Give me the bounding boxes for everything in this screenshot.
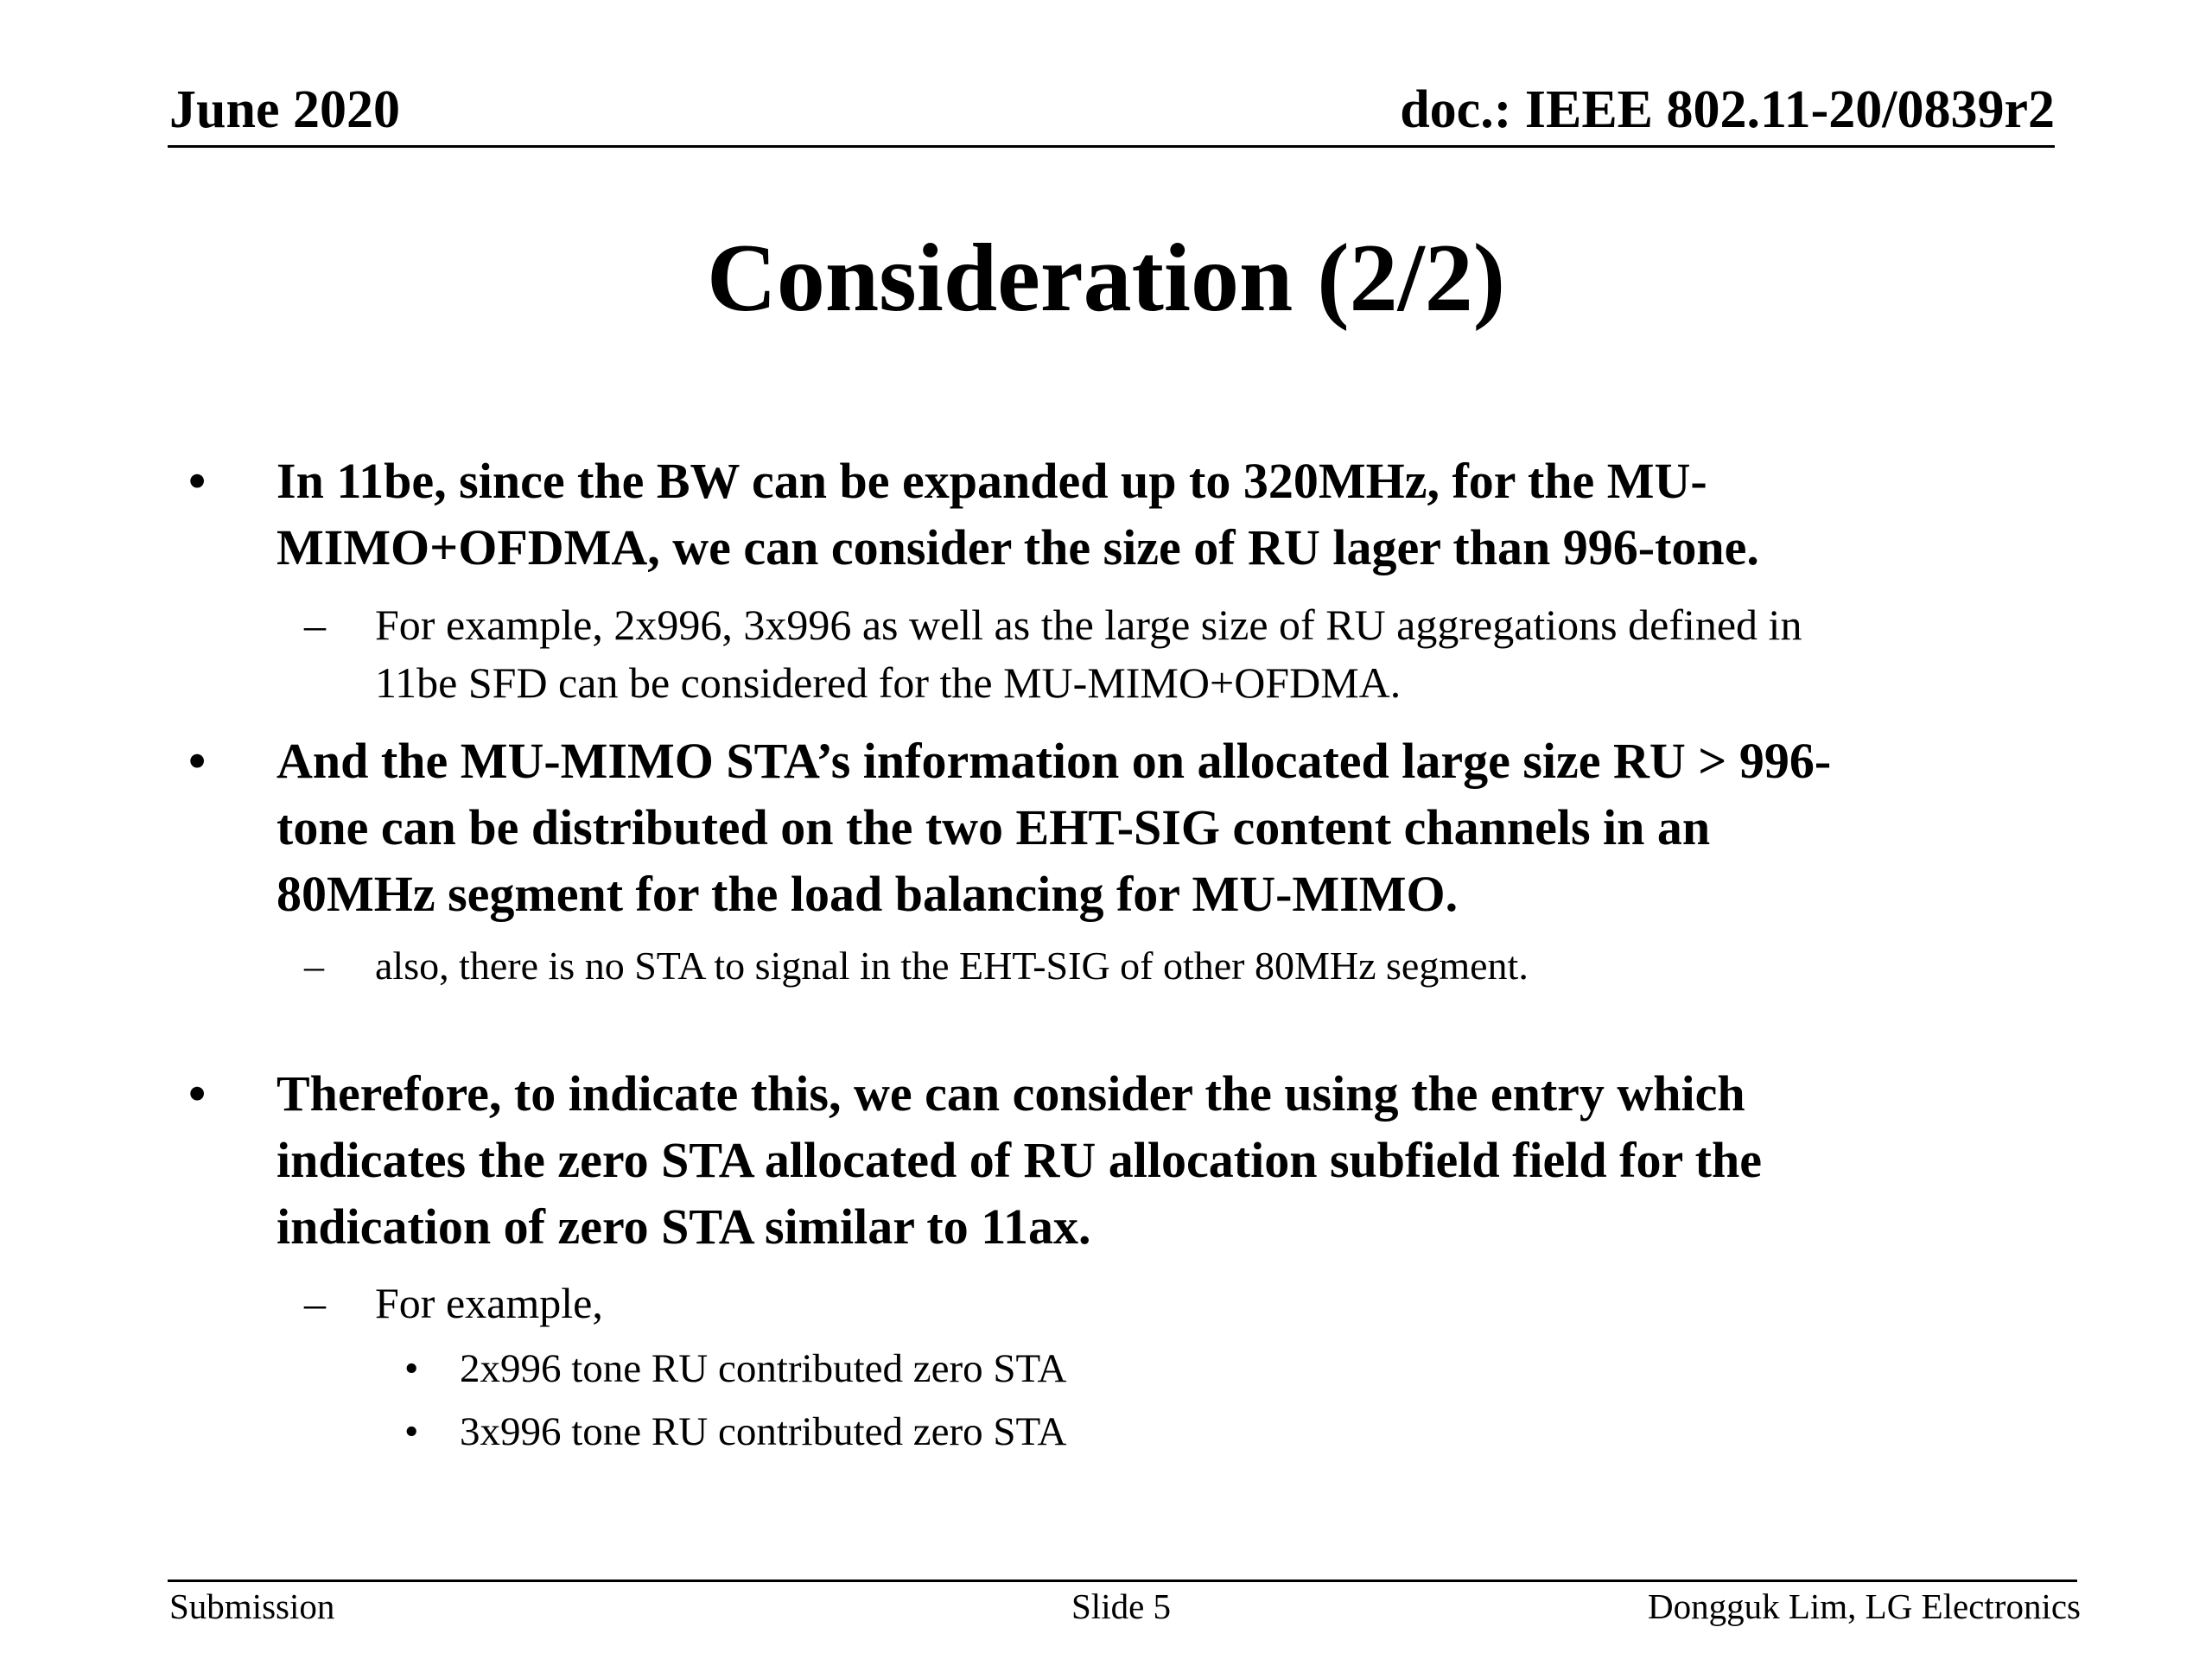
bullet-line: tone can be distributed on the two EHT-SIG content channels in an <box>276 799 1711 855</box>
footer-slide-number: Slide 5 <box>1071 1586 1172 1626</box>
sub-line: 11be SFD can be considered for the MU-MIMO+OFDMA. <box>375 658 1402 707</box>
bullet-marker: • <box>188 1065 207 1122</box>
sub-sub-item: 3x996 tone RU contributed zero STA <box>460 1409 1067 1454</box>
bullet-line: indicates the zero STA allocated of RU allocation subfield field for the <box>276 1132 1762 1188</box>
dash-marker: – <box>304 601 326 649</box>
slide-title: Consideration (2/2) <box>707 225 1505 332</box>
dash-marker: – <box>304 1279 326 1327</box>
sub-sub-item: 2x996 tone RU contributed zero STA <box>460 1346 1067 1391</box>
sub-item <box>375 940 1529 992</box>
sub-line: For example, 2x996, 3x996 as well as the large size of RU aggregations defined in <box>375 601 1802 649</box>
bullet-line: In 11be, since the BW can be expanded up to 320MHz, for the MU- <box>276 453 1707 509</box>
header-date: June 2020 <box>169 80 400 139</box>
bullet-item <box>276 728 1831 927</box>
bullet-item <box>276 448 1759 581</box>
bullet-marker: • <box>188 733 207 789</box>
bullet-marker: • <box>188 453 207 509</box>
bullet-line: MIMO+OFDMA, we can consider the size of RU lager than 996-tone. <box>276 519 1759 575</box>
footer-submission: Submission <box>169 1586 335 1626</box>
bullet-item <box>276 1060 1762 1260</box>
bullet-line: indication of zero STA similar to 11ax. <box>276 1198 1091 1255</box>
bullet-line: Therefore, to indicate this, we can consider the using the entry which <box>276 1065 1745 1122</box>
sub-item <box>375 1274 603 1332</box>
sub-line: also, there is no STA to signal in the EHT-SIG of other 80MHz segment. <box>375 944 1529 988</box>
sub-line: For example, <box>375 1279 603 1327</box>
bullet-line: 80MHz segment for the load balancing for MU-MIMO. <box>276 866 1459 922</box>
sub-bullet-marker: • <box>404 1346 419 1391</box>
footer-divider <box>168 1580 2077 1582</box>
dash-marker: – <box>304 944 324 988</box>
sub-bullet-marker: • <box>404 1409 419 1454</box>
bullet-line: And the MU-MIMO STA’s information on allocated large size RU > 996- <box>276 733 1832 789</box>
header-doc-id: doc.: IEEE 802.11-20/0839r2 <box>1400 80 2055 139</box>
sub-item <box>375 596 1802 712</box>
footer-author: Dongguk Lim, LG Electronics <box>1647 1586 2081 1626</box>
